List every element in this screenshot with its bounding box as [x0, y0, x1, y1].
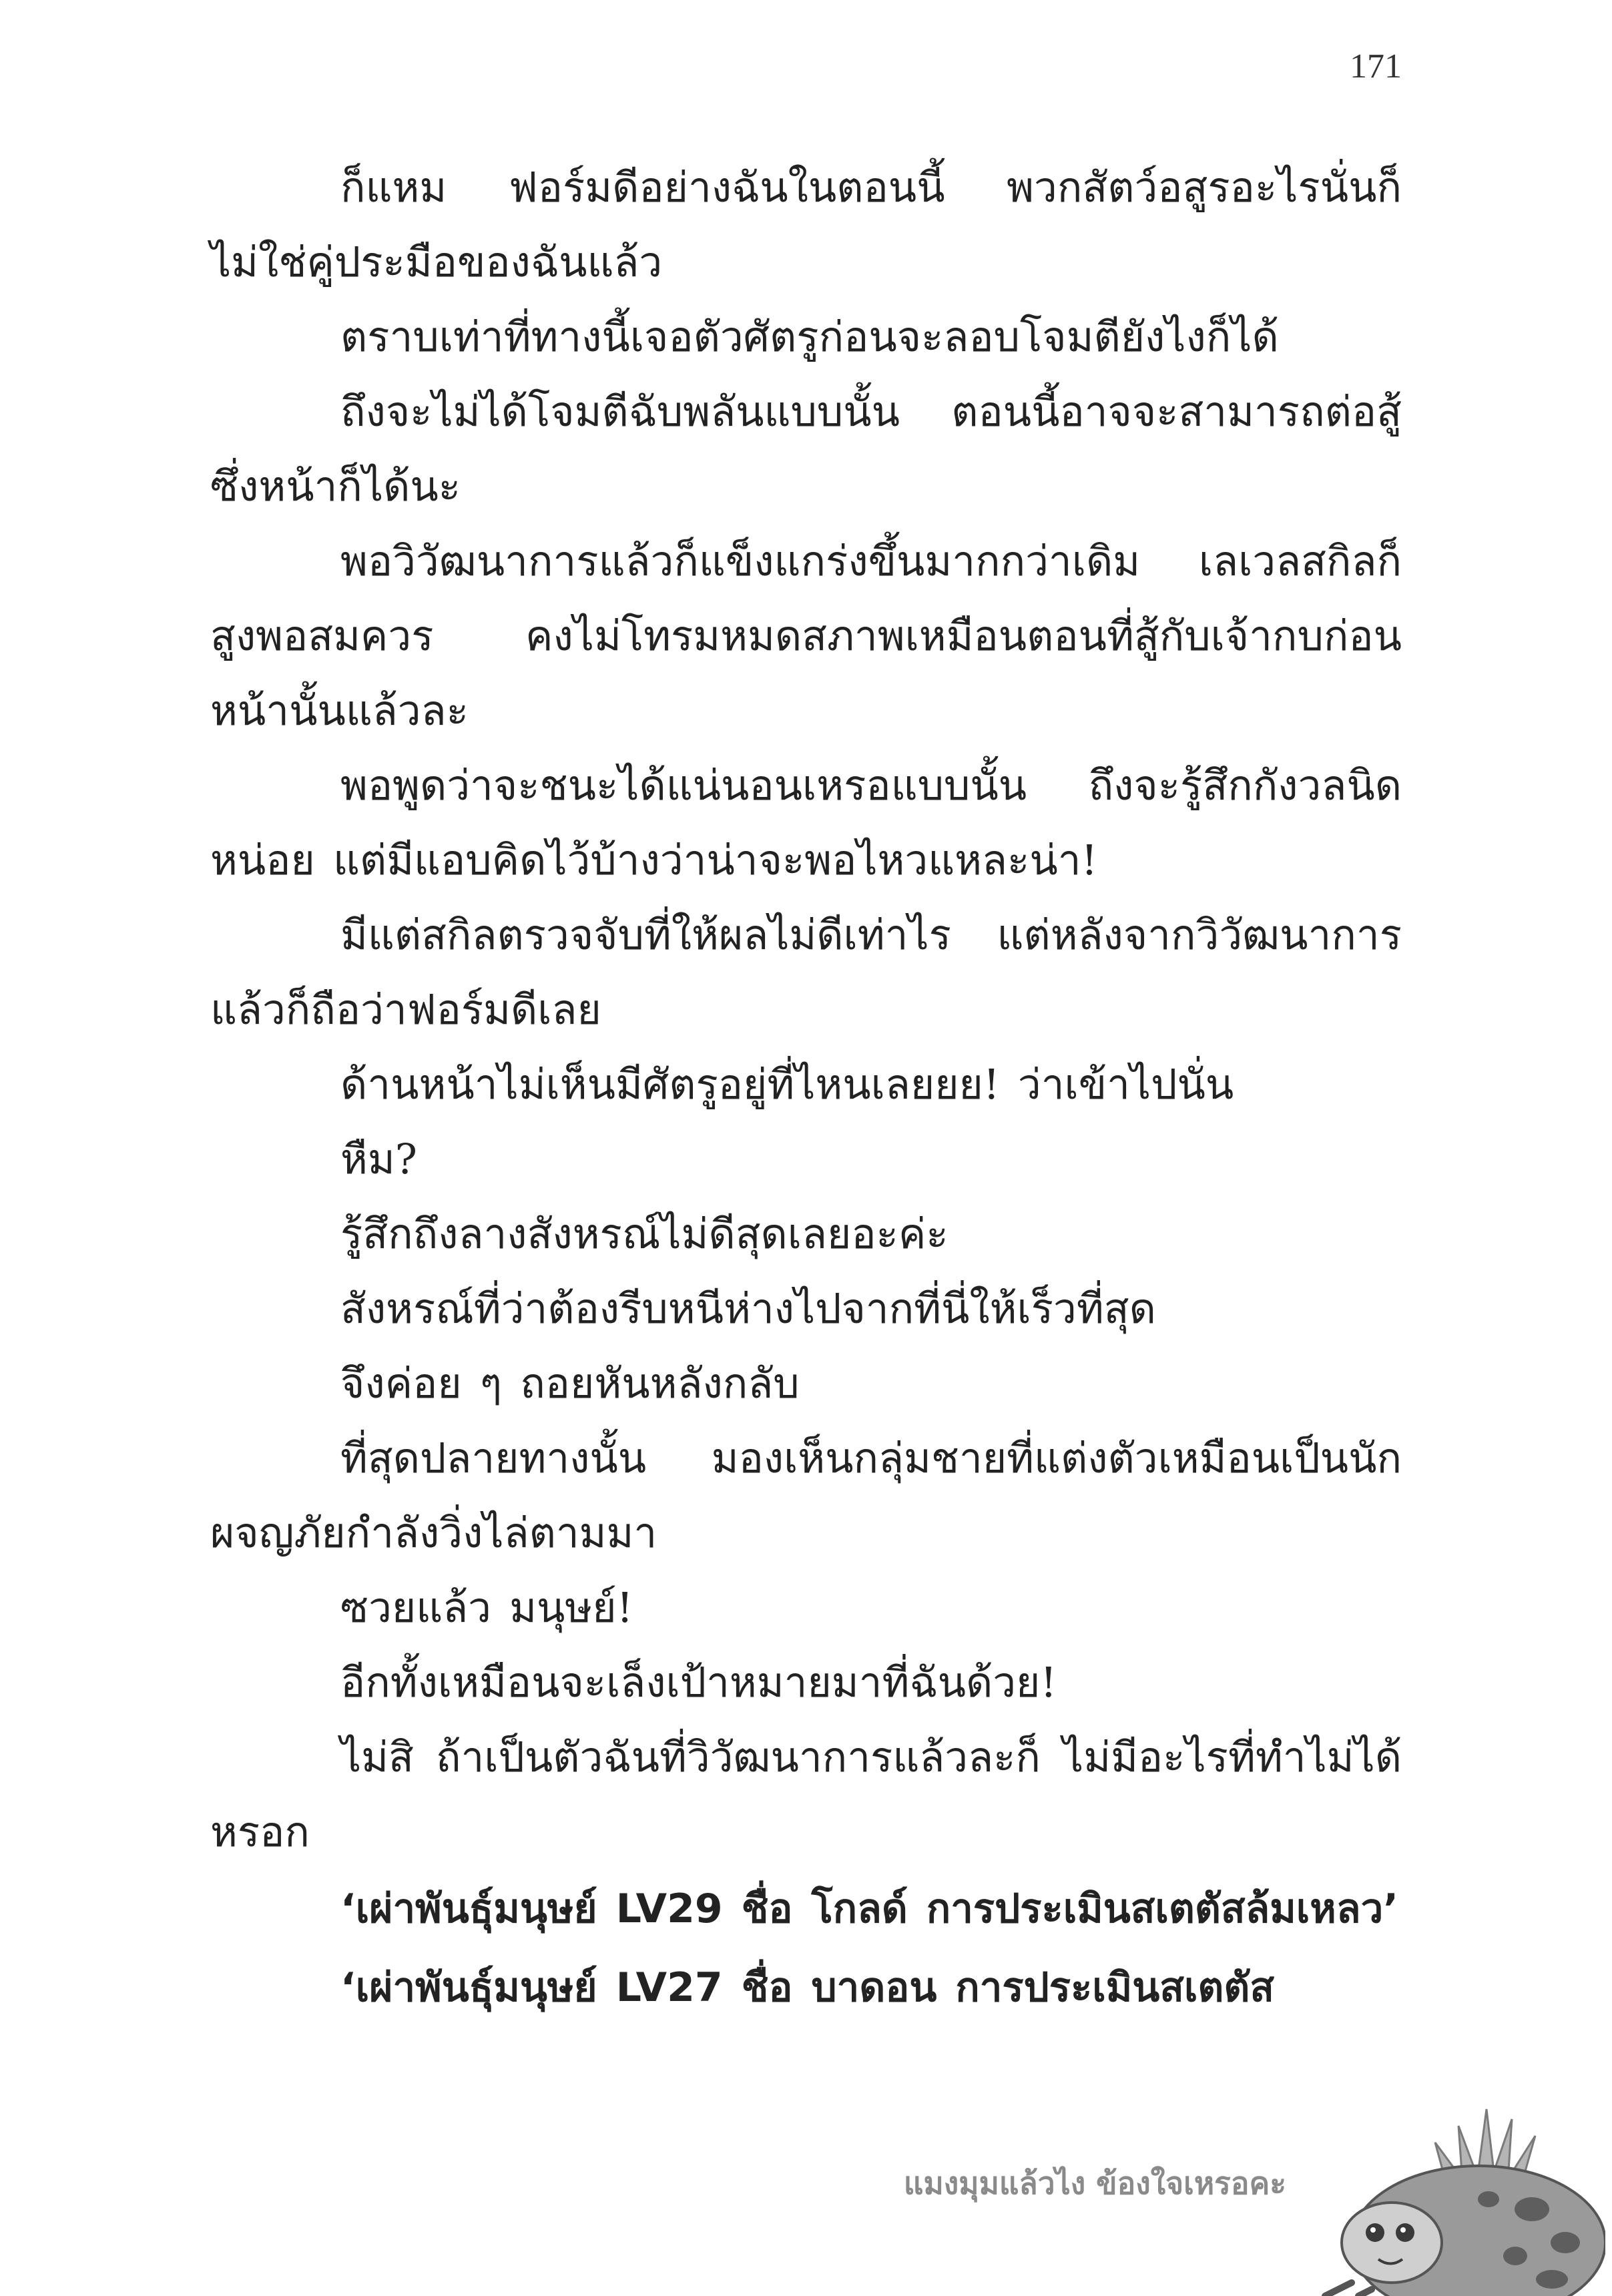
status-message: ‘เผ่าพันธุ์มนุษย์ LV29 ชื่อ โกลด์ การประเมินสเตตัสล้มเหลว’	[340, 1886, 1399, 1932]
paragraph: มีแต่สกิลตรวจจับที่ให้ผลไม่ดีเท่าไร แต่หลังจากวิวัฒนาการแล้วก็ถือว่าฟอร์มดีเลย	[210, 910, 1402, 1034]
status-message: ‘เผ่าพันธุ์มนุษย์ LV27 ชื่อ บาดอน การประเมินสเตตัส	[340, 1964, 1274, 2011]
paragraph: อีกทั้งเหมือนจะเล็งเป้าหมายมาที่ฉันด้วย!	[340, 1658, 1057, 1707]
page-number: 171	[1350, 47, 1402, 85]
paragraph: ตราบเท่าที่ทางนี้เจอตัวศัตรูก่อนจะลอบโจมตียังไงก็ได้	[340, 312, 1279, 361]
paragraph: หืม?	[340, 1135, 417, 1183]
paragraph: สังหรณ์ที่ว่าต้องรีบหนีห่างไปจากที่นี่ให้เร็วที่สุด	[340, 1284, 1156, 1333]
paragraph: จึงค่อย ๆ ถอยหันหลังกลับ	[340, 1359, 800, 1408]
spider-mascot-icon	[1312, 2096, 1605, 2296]
paragraph: พอพูดว่าจะชนะได้แน่นอนเหรอแบบนั้น ถึงจะรู้สึกกังวลนิดหน่อย แต่มีแอบคิดไว้บ้างว่าน่าจะพอไหวแหละน่า!	[210, 761, 1402, 884]
paragraph: ด้านหน้าไม่เห็นมีศัตรูอยู่ที่ไหนเลยยย! ว่าเข้าไปนั่น	[340, 1060, 1234, 1109]
paragraph: พอวิวัฒนาการแล้วก็แข็งแกร่งขึ้นมากกว่าเดิม เลเวลสกิลก็สูงพอสมควร คงไม่โทรมหมดสภาพเหมือนตอนที่สู้กับเจ้ากบก่อนหน้านั้นแล้วละ	[210, 537, 1402, 735]
body-text	[210, 150, 1402, 2027]
paragraph: ถึงจะไม่ได้โจมตีฉับพลันแบบนั้น ตอนนี้อาจจะสามารถต่อสู้ซึ่งหน้าก็ได้นะ	[210, 387, 1402, 511]
paragraph: ก็แหม ฟอร์มดีอย่างฉันในตอนนี้ พวกสัตว์อสูรอะไรนั่นก็ไม่ใช่คู่ประมือของฉันแล้ว	[210, 163, 1402, 286]
paragraph: รู้สึกถึงลางสังหรณ์ไม่ดีสุดเลยอะค่ะ	[340, 1209, 949, 1258]
paragraph: ไม่สิ ถ้าเป็นตัวฉันที่วิวัฒนาการแล้วละก็ ไม่มีอะไรที่ทำไม่ได้หรอก	[210, 1733, 1402, 1856]
paragraph: ที่สุดปลายทางนั้น มองเห็นกลุ่มชายที่แต่งตัวเหมือนเป็นนักผจญภัยกำลังวิ่งไล่ตามมา	[210, 1434, 1402, 1557]
footer-book-title: แมงมุมแล้วไง ข้องใจเหรอคะ	[903, 2165, 1286, 2201]
paragraph: ซวยแล้ว มนุษย์!	[340, 1583, 633, 1632]
